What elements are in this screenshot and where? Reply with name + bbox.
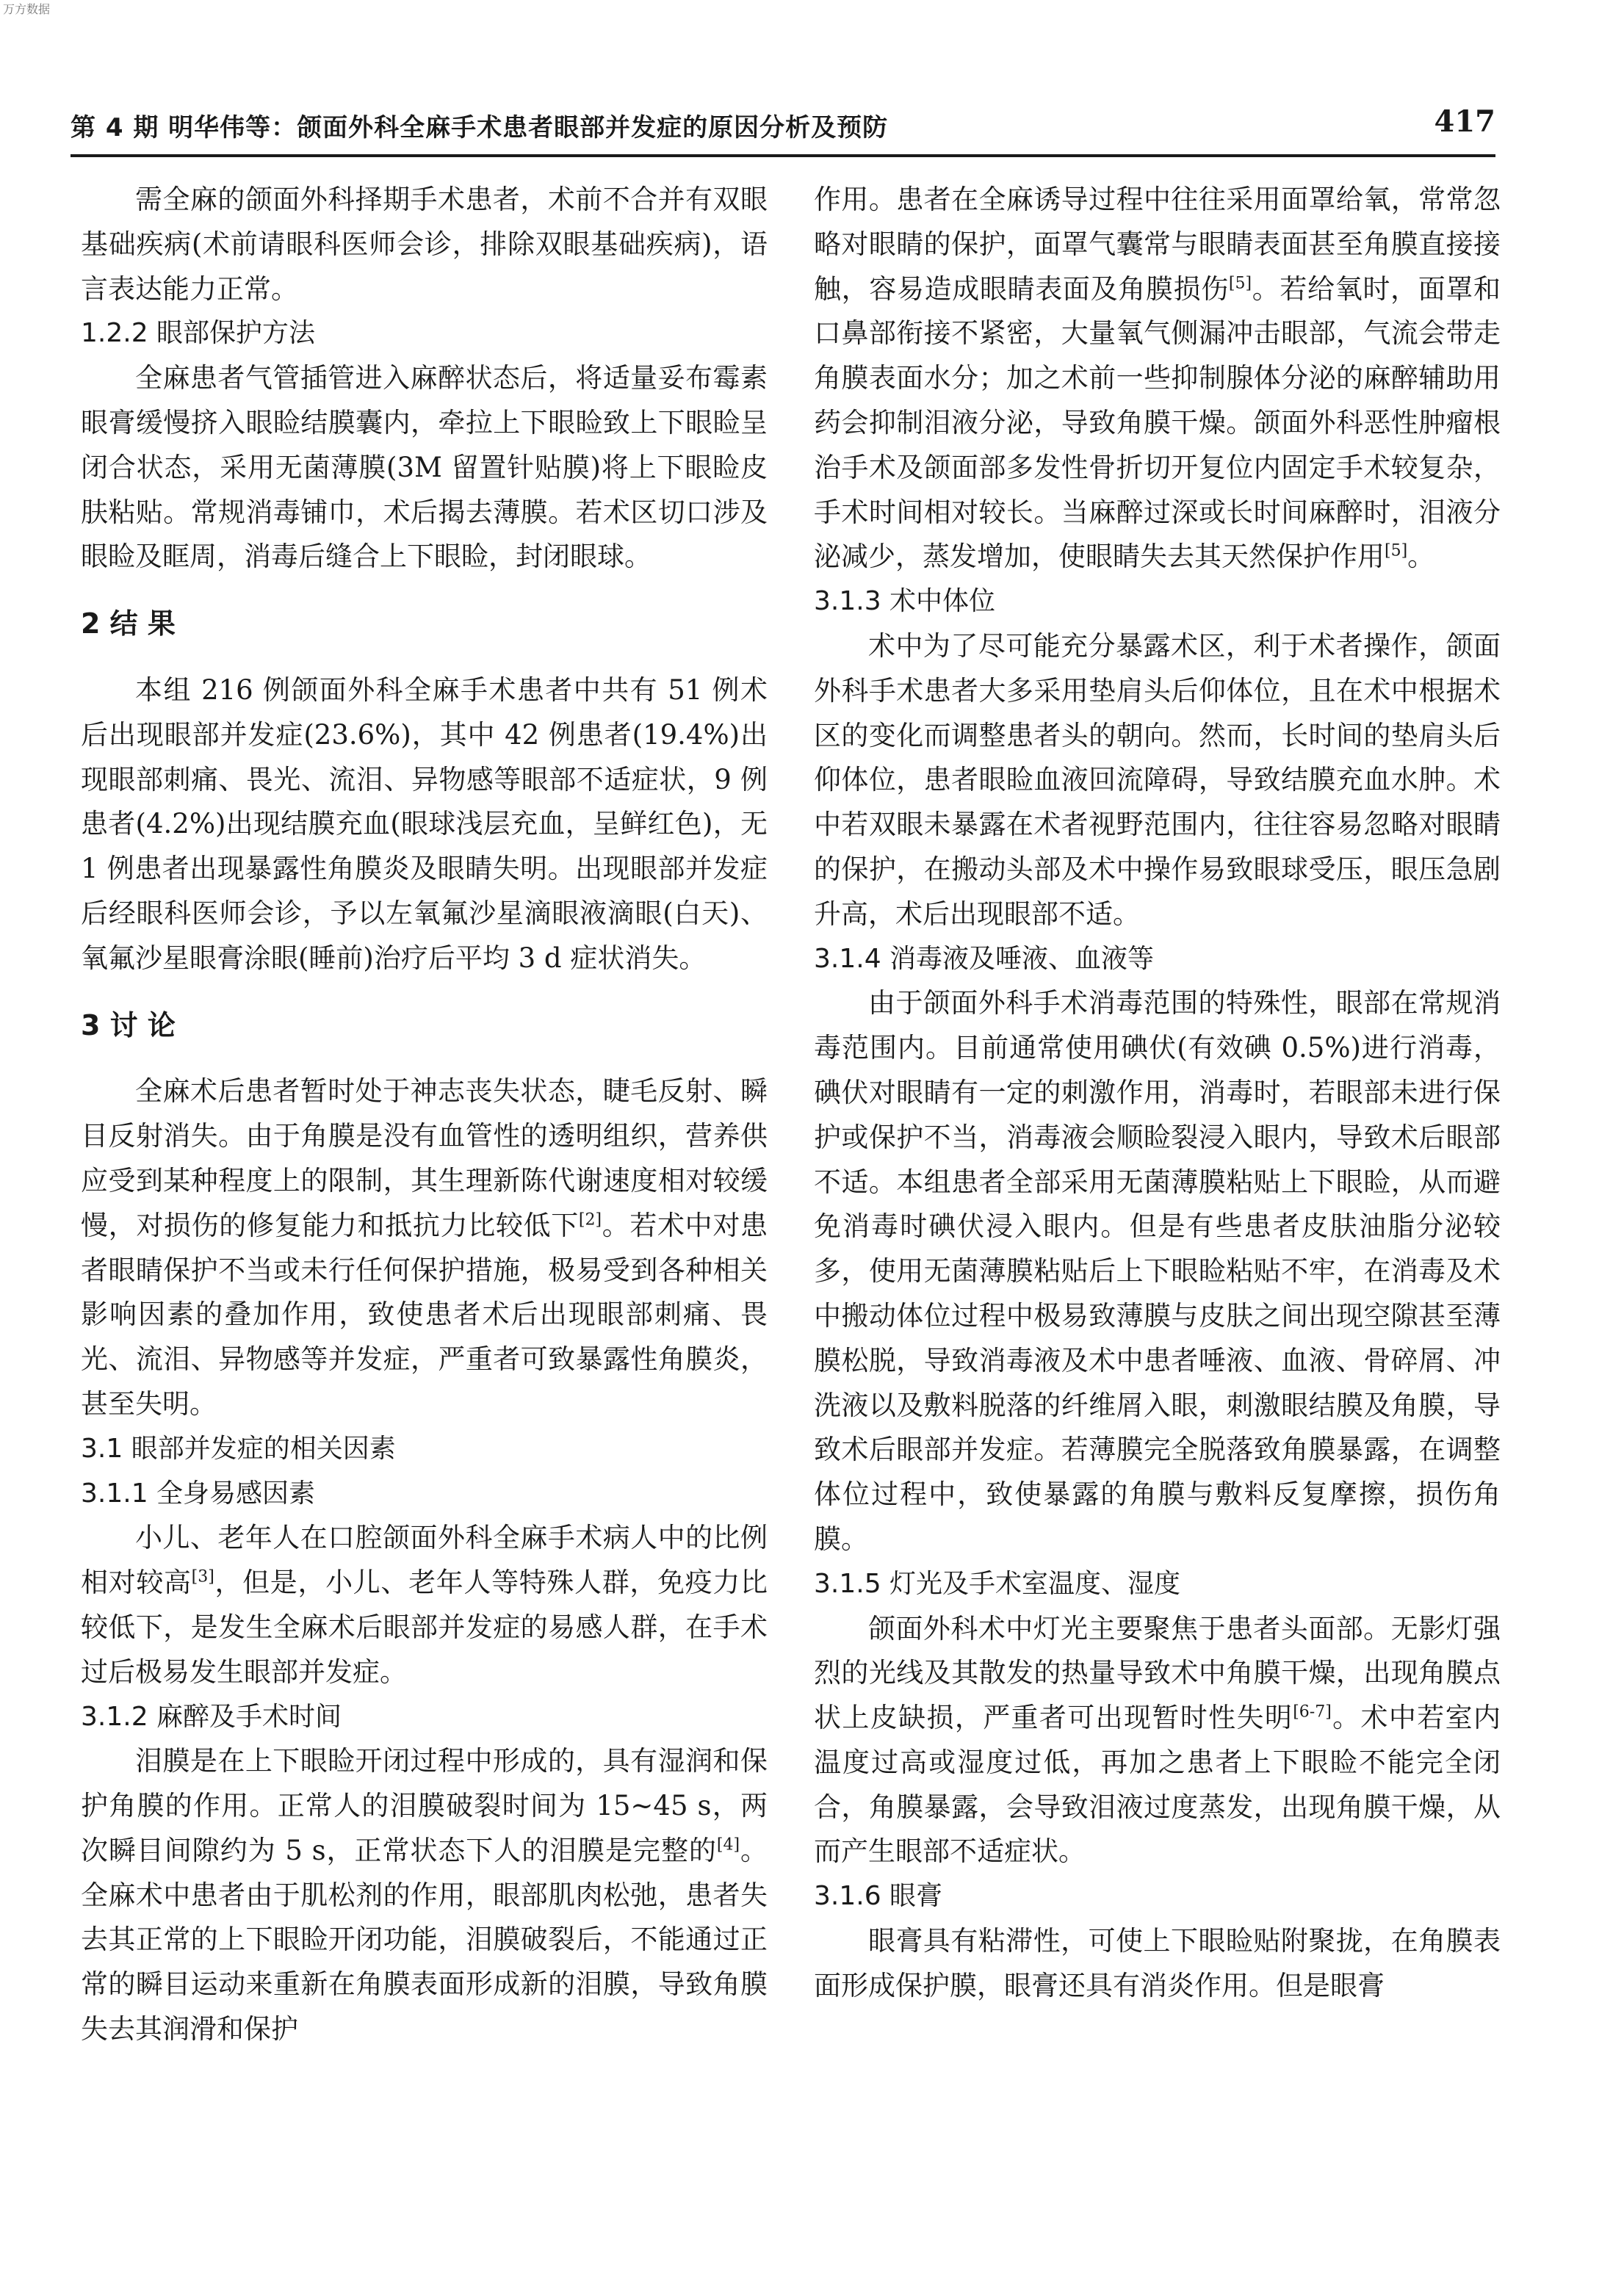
citation: [2] <box>578 1210 602 1229</box>
text-run: 小儿、老年人在口腔颌面外科全麻手术病人中的比例相对较高 <box>81 1522 768 1599</box>
text-run: 。全麻术中患者由于肌松剂的作用，眼部肌肉松弛，患者失去其正常的上下眼睑开闭功能，泪膜破裂后，不能通过正常的瞬目运动来重新在角膜表面形成新的泪膜，导致角膜失去其润滑和保护 <box>81 1834 768 2045</box>
section-heading-results: 2 结 果 <box>81 607 176 640</box>
text-run: ，但是，小儿、老年人等特殊人群，免疫力比较低下，是发生全麻术后眼部并发症的易感人群，在手术过后极易发生眼部并发症。 <box>81 1567 768 1688</box>
paragraph <box>814 178 1501 579</box>
running-header <box>71 103 1495 157</box>
citation: [3] <box>191 1567 214 1586</box>
paragraph <box>81 1739 768 2052</box>
section-heading: 3.1.3 术中体位 <box>814 586 996 617</box>
paragraph: 全麻患者气管插管进入麻醉状态后，将适量妥布霉素眼膏缓慢挤入眼睑结膜囊内，牵拉上下眼睑致上下眼睑呈闭合状态，采用无菌薄膜(3M 留置针贴膜)将上下眼睑皮肤粘贴。常规消毒铺巾，术后揭去薄膜。若术区切口涉及眼睑及眶周，消毒后缝合上下眼睑，封闭眼球。 <box>81 362 768 573</box>
section-heading: 3.1.5 灯光及手术室温度、湿度 <box>814 1568 1181 1599</box>
text-run: 泪膜是在上下眼睑开闭过程中形成的，具有湿润和保护角膜的作用。正常人的泪膜破裂时间为 15~45 s，两次瞬目间隙约为 5 s，正常状态下人的泪膜是完整的 <box>81 1745 768 1866</box>
paragraph <box>814 1607 1501 1875</box>
text-run: 作用。患者在全麻诱导过程中往往采用面罩给氧，常常忽略对眼睛的保护，面罩气囊常与眼睛表面甚至角膜直接接触，容易造成眼睛表面及角膜损伤 <box>814 184 1501 305</box>
citation: [5] <box>1228 274 1252 293</box>
paragraph <box>81 1516 768 1694</box>
section-heading: 3.1.4 消毒液及唾液、血液等 <box>814 943 1155 974</box>
section-heading: 3.1.1 全身易感因素 <box>81 1478 316 1509</box>
paragraph: 由于颌面外科手术消毒范围的特殊性，眼部在常规消毒范围内。目前通常使用碘伏(有效碘 0.5%)进行消毒，碘伏对眼睛有一定的刺激作用，消毒时，若眼部未进行保护或保护不当，消毒液会顺睑裂浸入眼内，导致术后眼部不适。本组患者全部采用无菌薄膜粘贴上下眼睑，从而避免消毒时碘伏浸入眼内。但是有些患者皮肤油脂分泌较多，使用无菌薄膜粘贴后上下眼睑粘贴不牢，在消毒及术中搬动体位过程中极易致薄膜与皮肤之间出现空隙甚至薄膜松脱，导致消毒液及术中患者唾液、血液、骨碎屑、冲洗液以及敷料脱落的纤维屑入眼，刺激眼结膜及角膜，导致术后眼部并发症。若薄膜完全脱落致角膜暴露，在调整体位过程中，致使暴露的角膜与敷料反复摩擦，损伤角膜。 <box>814 987 1501 1555</box>
section-heading: 3.1.6 眼膏 <box>814 1881 943 1912</box>
section-heading: 1.2.2 眼部保护方法 <box>81 318 316 349</box>
text-run: 。 <box>1407 541 1435 573</box>
page-number: 417 <box>1434 104 1495 139</box>
section-heading: 3.1 眼部并发症的相关因素 <box>81 1433 396 1464</box>
text-run: 全麻术后患者暂时处于神志丧失状态，睫毛反射、瞬目反射消失。由于角膜是没有血管性的透明组织，营养供应受到某种程度上的限制，其生理新陈代谢速度相对较缓慢，对损伤的修复能力和抵抗力比较低下 <box>81 1075 768 1241</box>
header-title: 第 4 期 明华伟等：颌面外科全麻手术患者眼部并发症的原因分析及预防 <box>71 113 889 142</box>
text-run: 颌面外科术中灯光主要聚焦于患者头面部。无影灯强烈的光线及其散发的热量导致术中角膜干燥，出现角膜点状上皮缺损，严重者可出现暂时性失明 <box>814 1612 1501 1734</box>
text-run: 。术中若室内温度过高或湿度过低，再加之患者上下眼睑不能完全闭合，角膜暴露，会导致泪液过度蒸发，出现角膜干燥，从而产生眼部不适症状。 <box>814 1702 1501 1868</box>
section-heading-discussion: 3 讨 论 <box>81 1008 176 1041</box>
paragraph: 眼膏具有粘滞性，可使上下眼睑贴附聚拢，在角膜表面形成保护膜，眼膏还具有消炎作用。但是眼膏 <box>814 1925 1501 2001</box>
right-column <box>814 178 1501 2009</box>
section-heading: 3.1.2 麻醉及手术时间 <box>81 1701 342 1732</box>
text-run: 。若术中对患者眼睛保护不当或未行任何保护措施，极易受到各种相关影响因素的叠加作用，致使患者术后出现眼部刺痛、畏光、流泪、异物感等并发症，严重者可致暴露性角膜炎，甚至失明。 <box>81 1209 768 1420</box>
text-run: 。若给氧时，面罩和口鼻部衔接不紧密，大量氧气侧漏冲击眼部，气流会带走角膜表面水分；加之术前一些抑制腺体分泌的麻醉辅助用药会抑制泪液分泌，导致角膜干燥。颌面外科恶性肿瘤根治手术及颌面部多发性骨折切开复位内固定手术较复杂，手术时间相对较长。当麻醉过深或长时间麻醉时，泪液分泌减少，蒸发增加，使眼睛失去其天然保护作用 <box>814 272 1501 573</box>
citation: [5] <box>1385 542 1408 561</box>
paragraph: 需全麻的颌面外科择期手术患者，术前不合并有双眼基础疾病(术前请眼科医师会诊，排除双眼基础疾病)，语言表达能力正常。 <box>81 184 768 305</box>
paragraph <box>81 1069 768 1426</box>
citation: [4] <box>716 1835 740 1855</box>
citation: [6-7] <box>1293 1702 1332 1722</box>
watermark: 万方数据 <box>3 2 51 16</box>
paragraph: 术中为了尽可能充分暴露术区，利于术者操作，颌面外科手术患者大多采用垫肩头后仰体位，且在术中根据术区的变化而调整患者头的朝向。然而，长时间的垫肩头后仰体位，患者眼睑血液回流障碍，导致结膜充血水肿。术中若双眼未暴露在术者视野范围内，往往容易忽略对眼睛的保护，在搬动头部及术中操作易致眼球受压，眼压急剧升高，术后出现眼部不适。 <box>814 629 1501 930</box>
paragraph: 本组 216 例颌面外科全麻手术患者中共有 51 例术后出现眼部并发症(23.6%)，其中 42 例患者(19.4%)出现眼部刺痛、畏光、流泪、异物感等眼部不适症状，9 例患者(4.2%)出现结膜充血(眼球浅层充血，呈鲜红色)，无 1 例患者出现暴露性角膜炎及眼睛失明。出现眼部并发症后经眼科医师会诊，予以左氧氟沙星滴眼液滴眼(白天)、氧氟沙星眼膏涂眼(睡前)治疗后平均 3 d 症状消失。 <box>81 674 768 974</box>
left-column <box>81 178 768 2052</box>
